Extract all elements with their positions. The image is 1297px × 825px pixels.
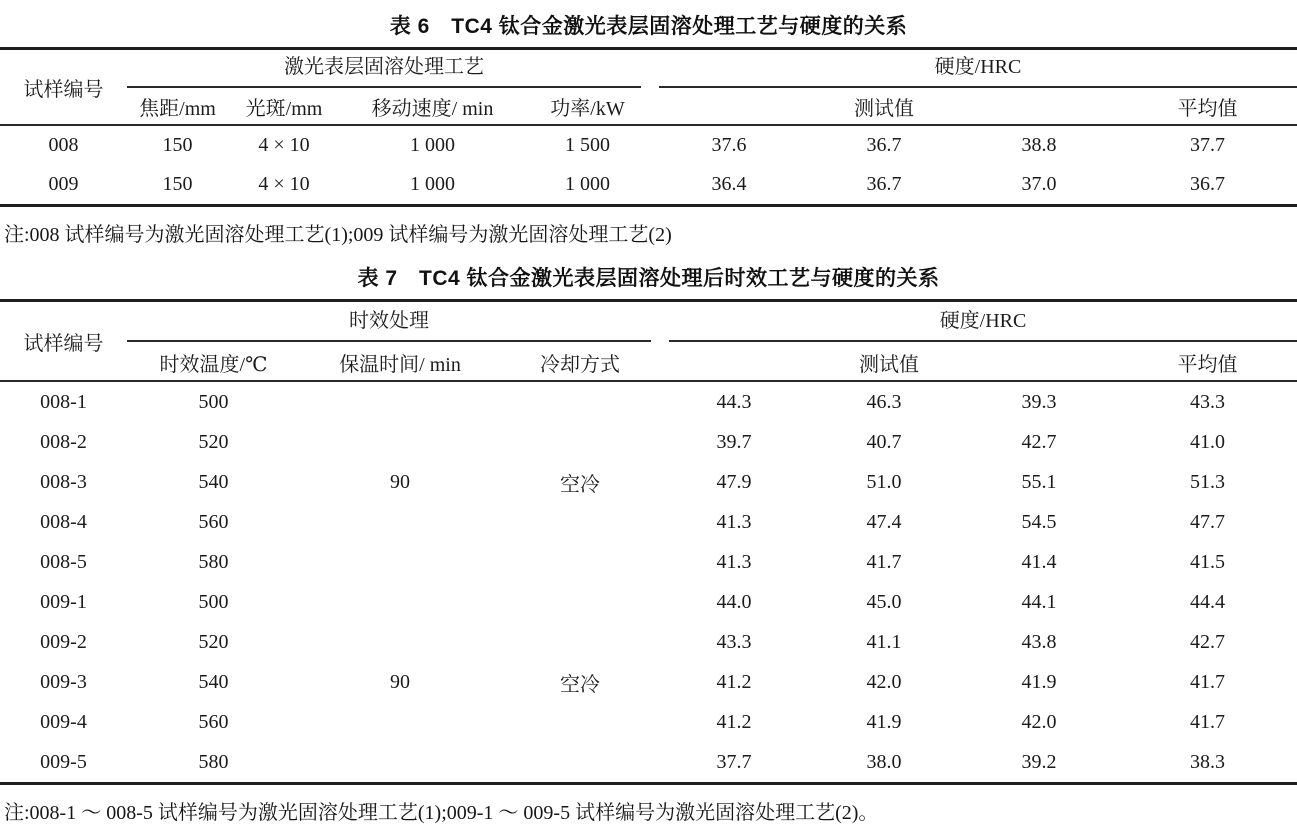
table-cell: 41.2: [716, 710, 752, 733]
table-cell: 1 000: [410, 134, 455, 156]
table-cell: 38.3: [1190, 750, 1226, 773]
table-cell: 空冷: [560, 673, 601, 696]
table-row: [0, 742, 1297, 784]
table-cell: [300, 742, 500, 784]
table-cell: 560: [198, 510, 229, 533]
table7-header-hardness-group: [660, 301, 1297, 345]
sample-id-cell: 008-1: [40, 390, 87, 413]
table-cell: 580: [198, 750, 229, 773]
table6: [0, 47, 1297, 207]
table7-note: 注:008-1 ～ 008-5 试样编号为激光固溶处理工艺(1);009-1 ～ 009-5 试样编号为激光固溶处理工艺(2)。: [4, 802, 879, 824]
aging-group-label: 时效处理: [349, 310, 430, 332]
table-cell: 41.4: [1021, 550, 1057, 573]
table7-section: [0, 262, 1297, 825]
table-cell: 40.7: [866, 430, 902, 453]
table-cell: 540: [198, 470, 229, 493]
table6-header: [0, 49, 1297, 126]
table-cell: 42.0: [866, 670, 902, 693]
table-cell: 41.7: [1190, 670, 1226, 693]
sample-id-cell: 009-3: [40, 670, 87, 693]
table-cell: 45.0: [866, 590, 902, 613]
table-cell: 36.7: [1190, 173, 1225, 195]
table-cell: 51.3: [1190, 470, 1226, 493]
table-cell: 520: [198, 630, 229, 653]
table-cell: 41.7: [1190, 710, 1226, 733]
table-cell: 36.4: [711, 173, 747, 195]
table-cell: 90: [390, 470, 410, 493]
sample-id-cell: 008-2: [40, 430, 87, 453]
table-row: [0, 462, 1297, 502]
table7-header-cooling: 冷却方式: [500, 344, 660, 381]
table-cell: 44.3: [716, 390, 752, 413]
process-group-label: 激光表层固溶处理工艺: [284, 56, 484, 78]
table-cell: 500: [198, 590, 229, 613]
table-cell: 41.3: [716, 510, 752, 533]
table6-note: 注:008 试样编号为激光固溶处理工艺(1);009 试样编号为激光固溶处理工艺(2): [4, 224, 672, 246]
table-row: [0, 165, 1297, 206]
table-cell: 37.0: [1021, 173, 1057, 195]
table-cell: [300, 702, 500, 742]
table-cell: 41.5: [1190, 550, 1226, 573]
hardness-group-label: 硬度/HRC: [939, 310, 1027, 332]
table6-header-speed: 移动速度/ min: [340, 88, 525, 125]
table-cell: 44.1: [1021, 590, 1057, 613]
table7-header-sample: 试样编号: [0, 301, 127, 382]
table6-title: 表 6 TC4 钛合金激光表层固溶处理工艺与硬度的关系: [389, 15, 908, 38]
table7-body: [0, 381, 1297, 784]
table6-header-process-group: [127, 49, 650, 89]
table-cell: 41.2: [716, 670, 752, 693]
table6-header-test-value: 测试值: [650, 88, 1118, 125]
table-row: [0, 542, 1297, 582]
table-cell: 41.7: [866, 550, 902, 573]
sample-id-cell: 009-5: [40, 750, 87, 773]
table-cell: 51.0: [866, 470, 902, 493]
table6-header-focal: 焦距/mm: [127, 88, 228, 125]
table7-header-average: 平均值: [1118, 344, 1297, 381]
table-cell: 43.8: [1021, 630, 1057, 653]
table-cell: 36.7: [866, 173, 902, 195]
table-cell: 44.0: [716, 590, 752, 613]
table-cell: 41.3: [716, 550, 752, 573]
table-cell: 150: [162, 173, 193, 195]
table-cell: [300, 582, 500, 622]
table7-header-test-value: 测试值: [660, 344, 1118, 381]
table-cell: 47.7: [1190, 510, 1226, 533]
table6-header-hardness-group: [650, 49, 1297, 89]
table-cell: [500, 542, 660, 582]
table7: [0, 299, 1297, 785]
table6-header-sample: 试样编号: [0, 49, 127, 126]
table6-section: [0, 10, 1297, 247]
table-cell: 520: [198, 430, 229, 453]
table7-header-temperature: 时效温度/℃: [127, 344, 300, 381]
table-cell: [300, 622, 500, 662]
table-cell: 4 × 10: [258, 173, 310, 195]
table-cell: [500, 422, 660, 462]
table-cell: 37.6: [711, 134, 747, 156]
table-cell: [300, 381, 500, 422]
table-cell: [500, 502, 660, 542]
table-cell: 150: [162, 134, 193, 156]
table-cell: 1 500: [565, 134, 610, 156]
sample-id-cell: 008: [48, 134, 79, 156]
table-row: [0, 582, 1297, 622]
table-cell: 47.9: [716, 470, 752, 493]
table-row: [0, 422, 1297, 462]
sample-id-cell: 009-4: [40, 710, 87, 733]
table-cell: 37.7: [1190, 134, 1225, 156]
table7-title: 表 7 TC4 钛合金激光表层固溶处理后时效工艺与硬度的关系: [357, 267, 940, 290]
table-cell: 43.3: [716, 630, 752, 653]
sample-id-cell: 008-5: [40, 550, 87, 573]
table-cell: [300, 542, 500, 582]
table-cell: 54.5: [1021, 510, 1057, 533]
table-cell: 空冷: [560, 473, 601, 496]
table-cell: 500: [198, 390, 229, 413]
table-cell: 42.0: [1021, 710, 1057, 733]
table-cell: 46.3: [866, 390, 902, 413]
table-cell: 37.7: [716, 750, 752, 773]
table-cell: 41.0: [1190, 430, 1226, 453]
table-cell: 540: [198, 670, 229, 693]
table-cell: 41.1: [866, 630, 902, 653]
table6-header-power: 功率/kW: [525, 88, 650, 125]
table-cell: 580: [198, 550, 229, 573]
table-cell: [500, 622, 660, 662]
sample-id-cell: 009-1: [40, 590, 87, 613]
table-cell: 560: [198, 710, 229, 733]
table-cell: 47.4: [866, 510, 902, 533]
table-cell: 36.7: [866, 134, 902, 156]
table-row: [0, 502, 1297, 542]
table-cell: 39.7: [716, 430, 752, 453]
sample-id-cell: 008-3: [40, 470, 87, 493]
sample-id-cell: 009-2: [40, 630, 87, 653]
table-cell: 55.1: [1021, 470, 1057, 493]
table-cell: 39.2: [1021, 750, 1057, 773]
table-row: [0, 662, 1297, 702]
table-cell: 43.3: [1190, 390, 1226, 413]
table6-header-spot: 光斑/mm: [228, 88, 340, 125]
table-cell: [500, 742, 660, 784]
table7-header-hold-time: 保温时间/ min: [300, 344, 500, 381]
sample-id-cell: 009: [48, 173, 79, 195]
table-cell: 1 000: [410, 173, 455, 195]
table-cell: [300, 422, 500, 462]
table-cell: 41.9: [1021, 670, 1057, 693]
table6-header-average: 平均值: [1118, 88, 1297, 125]
table-cell: 44.4: [1190, 590, 1226, 613]
table-cell: [500, 702, 660, 742]
table-cell: [500, 381, 660, 422]
table-cell: 42.7: [1190, 630, 1226, 653]
table-cell: 42.7: [1021, 430, 1057, 453]
hardness-group-label: 硬度/HRC: [934, 56, 1022, 78]
table-row: [0, 125, 1297, 165]
table-cell: [300, 502, 500, 542]
table-cell: 41.9: [866, 710, 902, 733]
table-cell: [500, 582, 660, 622]
table-row: [0, 622, 1297, 662]
table-row: [0, 702, 1297, 742]
table-cell: 38.0: [866, 750, 902, 773]
sample-id-cell: 008-4: [40, 510, 87, 533]
table7-header: [0, 301, 1297, 382]
table-cell: 39.3: [1021, 390, 1057, 413]
table-row: [0, 381, 1297, 422]
table-cell: 1 000: [565, 173, 610, 195]
table7-header-aging-group: [127, 301, 660, 345]
table6-body: [0, 125, 1297, 206]
table-cell: 90: [390, 670, 410, 693]
table-cell: 4 × 10: [258, 134, 310, 156]
table-cell: 38.8: [1021, 134, 1057, 156]
